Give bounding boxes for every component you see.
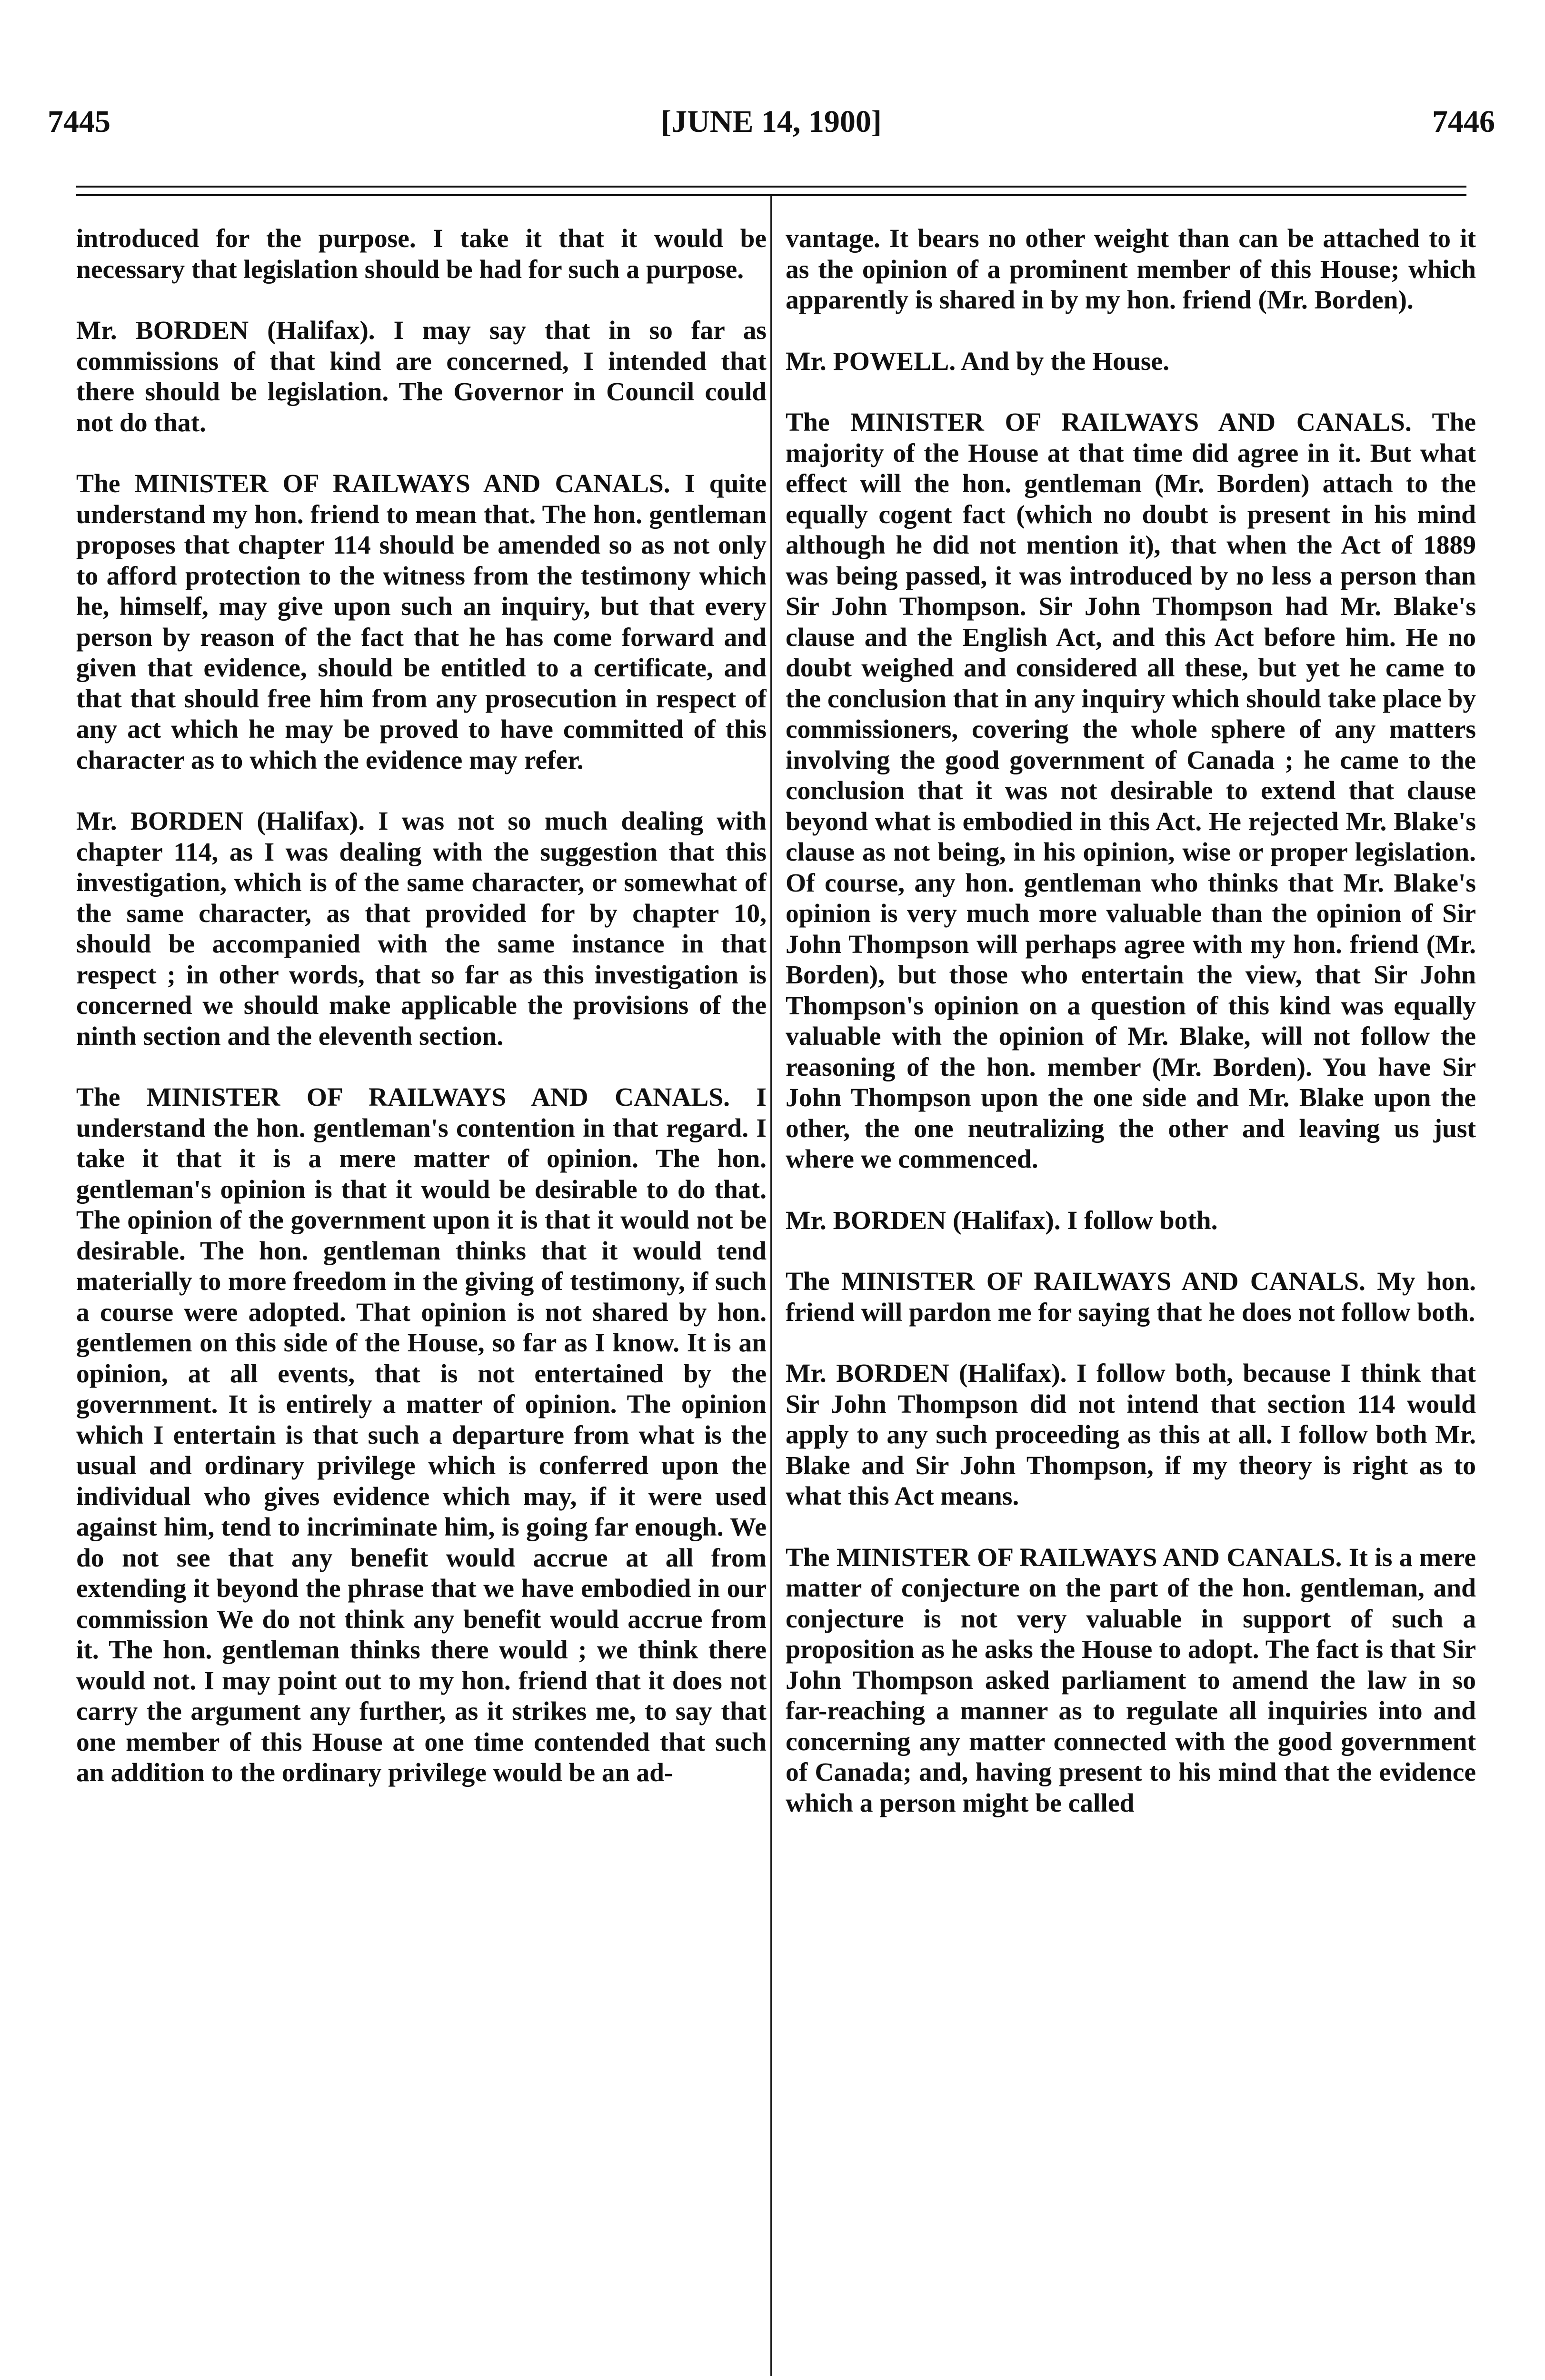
speech-text: And by the House. [961,347,1169,376]
speech-paragraph [786,347,1476,377]
speech-paragraph [76,469,767,776]
speaker-name: Mr. BORDEN (Halifax). [786,1359,1067,1388]
speaker-name: The MINISTER OF RAILWAYS AND CANALS. [76,469,670,498]
speech-text: I follow both. [1067,1206,1218,1235]
speaker-name: Mr. POWELL. [786,347,956,376]
paragraph [76,224,767,285]
speech-paragraph [786,1267,1476,1328]
paragraph [786,224,1476,316]
speaker-name: The MINISTER OF RAILWAYS AND CANALS. [786,1267,1366,1296]
page-date: [JUNE 14, 1900] [661,104,882,139]
speaker-name: The MINISTER OF RAILWAYS AND CANALS. [786,1543,1342,1572]
speaker-name: Mr. BORDEN (Halifax). [786,1206,1061,1235]
speaker-name: Mr. BORDEN (Halifax). [76,807,365,836]
speech-text: The majority of the House at that time did agree in it. But what effect will the hon. gentleman (Mr. Borden) attach to the equally cogent fact (which no doubt is present in his mind although he did not mention it), that when the Act of 1889 was being passed, it was introduced by no less a person than Sir John Thompson. Sir John Thompson had Mr. Blake's clause and the English Act, and this Act before him. He no doubt weighed and considered all these, but yet he came to the conclusion that in any inquiry which should take place by commissioners, covering the whole sphere of any matters involving the good government of Canada ; he came to the conclusion that it was not desirable to extend that clause beyond what is embodied in this Act. He rejected Mr. Blake's clause as not being, in his opinion, wise or proper legislation. Of course, any hon. gentleman who thinks that Mr. Blake's opinion is very much more valuable than the opinion of Sir John Thompson will perhaps agree with my hon. friend (Mr. Borden), but those who entertain the view, that Sir John Thompson's opinion on a question of this kind was equally valuable with the opinion of Mr. Blake, will not follow the reasoning of the hon. member (Mr. Borden). You have Sir John Thompson upon the one side and Mr. Blake upon the other, the one neutralizing the other and leaving us just where we commenced. [786,408,1476,1174]
speech-paragraph [76,1082,767,1789]
page-number-right: 7446 [1432,104,1495,139]
speech-paragraph [76,316,767,438]
speech-paragraph [786,1543,1476,1819]
right-column [786,224,1476,2380]
speaker-name: The MINISTER OF RAILWAYS AND CANALS. [786,408,1412,437]
speech-text: I may say that in so far as commissions of that kind are concerned, I intended that there should be legislation. The Governor in Council could not do that. [76,316,767,437]
speech-text: I quite understand my hon. friend to mean that. The hon. gentleman proposes that chapter 114 should be amended so as not only to afford protection to the witness from the testimony which he, himself, may give upon such an inquiry, but that every person by reason of the fact that he has come forward and given that evidence, should be entitled to a certificate, and that that should free him from any prosecution in respect of any act which he may be proved to have committed of this character as to which the evidence may refer. [76,469,767,775]
left-column [76,224,767,2380]
page-number-left: 7445 [48,104,110,139]
paragraph-text: introduced for the purpose. I take it that it would be necessary that legislation should be had for such a purpose. [76,224,767,284]
speech-text: It is a mere matter of conjecture on the part of the hon. gentleman, and conjecture is not very valuable in support of such a proposition as he asks the House to adopt. The fact is that Sir John Thompson asked parliament to amend the law in so far-reaching a manner as to regulate all inquiries into and concerning any matter connected with the good government of Canada; and, having present to his mind that the evidence which a person might be called [786,1543,1476,1818]
header-rule-top [76,186,1466,188]
speech-text: My hon. friend will pardon me for saying that he does not follow both. [786,1267,1476,1327]
speech-paragraph [786,407,1476,1175]
running-head [48,104,1495,147]
speech-paragraph [786,1359,1476,1512]
speech-paragraph [786,1206,1476,1237]
speech-text: I understand the hon. gentleman's contention in that regard. I take it that it is a mere matter of opinion. The hon. gentleman's opinion is that it would be desirable to do that. The opinion of the government upon it is that it would not be desirable. The hon. gentleman thinks that it would tend materially to more freedom in the giving of testimony, if such a course were adopted. That opinion is not shared by hon. gentlemen on this side of the House, so far as I know. It is an opinion, at all events, that is not entertained by the government. It is entirely a matter of opinion. The opinion which I entertain is that such a departure from what is the usual and ordinary privilege which is conferred upon the individual who gives evidence which may, if it were used against him, tend to incriminate him, is going far enough. We do not see that any benefit would accrue at all from extending it beyond the phrase that we have embodied in our commission We do not think any benefit would accrue from it. The hon. gentleman thinks there would ; we think there would not. I may point out to my hon. friend that it does not carry the argument any further, as it strikes me, to say that one member of this House at one time contended that such an addition to the ordinary privilege would be an ad- [76,1083,767,1787]
column-divider [770,196,772,2376]
speech-text: I follow both, because I think that Sir John Thompson did not intend that section 114 would apply to any such proceeding as this at all. I follow both Mr. Blake and Sir John Thompson, if my theory is right as to what this Act means. [786,1359,1476,1511]
speaker-name: Mr. BORDEN (Halifax). [76,316,375,345]
speech-text: I was not so much dealing with chapter 114, as I was dealing with the suggestion that this investigation, which is of the same character, or somewhat of the same character, as that provided for by chapter 10, should be accompanied with the same instance in that respect ; in other words, that so far as this investigation is concerned we should make applicable the provisions of the ninth section and the eleventh section. [76,807,767,1051]
paragraph-text: vantage. It bears no other weight than can be attached to it as the opinion of a prominent member of this House; which apparently is shared in by my hon. friend (Mr. Borden). [786,224,1476,315]
speech-paragraph [76,806,767,1052]
speaker-name: The MINISTER OF RAILWAYS AND CANALS. [76,1083,730,1112]
